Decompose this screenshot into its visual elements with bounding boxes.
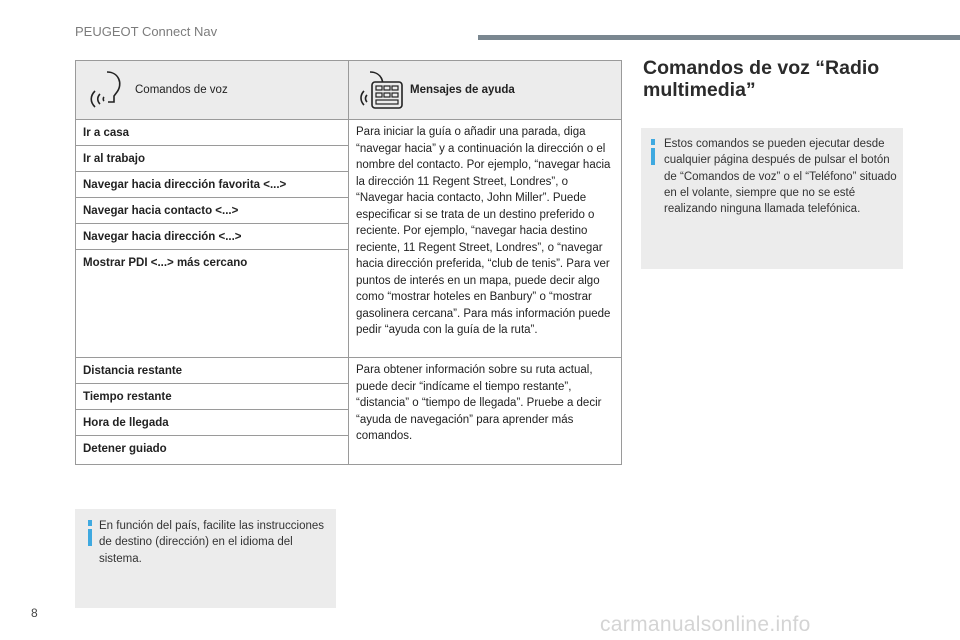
command-cell: Distancia restante (76, 358, 349, 384)
info-marker-icon (88, 520, 92, 526)
section-title: Comandos de voz “Radio multimedia” (643, 57, 880, 101)
header-title: PEUGEOT Connect Nav (75, 24, 218, 39)
note-box-left (75, 509, 336, 608)
header-commands-label: Comandos de voz (135, 84, 228, 96)
header-cell-commands (76, 61, 349, 120)
note-box-right (641, 128, 903, 269)
watermark: carmanualsonline.info (600, 613, 811, 636)
help-text-cell: Para iniciar la guía o añadir una parada, diga “navegar hacia” y a continuación la dirección o el nombre del contacto. Por ejemplo, “navegar hacia la dirección 11 Regent Street, Londres”, o “Navegar hacia contacto, John Miller”. Puede especificar si se trata de un destino preferido o reciente. Por ejemplo, “navegar hacia destino reciente, 11 Regent Street, Londres”, o “navegar hacia dirección preferida, “club de tenis”. Para ver puntos de interés en un mapa, puede decir algo como “mostrar hoteles en Banbury” o “mostrar gasolinera cercana”. Para más información puede pedir “ayuda con la guía de la ruta”. (349, 120, 622, 358)
command-cell: Ir a casa (76, 120, 349, 146)
command-cell: Navegar hacia contacto <...> (76, 198, 349, 224)
command-cell: Detener guiado (76, 436, 349, 465)
command-cell: Ir al trabajo (76, 146, 349, 172)
table-row (76, 120, 622, 146)
note-text-right: Estos comandos se pueden ejecutar desde cualquier página después de pulsar el botón de “Comandos de voz” o el “Teléfono” situado en el volante, siempre que no se esté realizando ninguna llamada telefónica. (664, 138, 897, 216)
header-cell-help (349, 61, 622, 120)
page-number: 8 (31, 606, 38, 620)
command-cell: Navegar hacia dirección <...> (76, 224, 349, 250)
help-text-cell: Para obtener información sobre su ruta actual, puede decir “indícame el tiempo restante”, “distancia” o “tiempo de llegada”. Pruebe a decir “ayuda de navegación” para aprender más comandos. (349, 358, 622, 465)
command-cell: Tiempo restante (76, 384, 349, 410)
note-text-left: En función del país, facilite las instrucciones de destino (dirección) en el idioma del sistema. (99, 520, 325, 565)
voice-commands-table (75, 60, 622, 465)
command-cell: Navegar hacia dirección favorita <...> (76, 172, 349, 198)
header-bar (478, 35, 960, 40)
command-cell: Hora de llegada (76, 410, 349, 436)
header-help-label: Mensajes de ayuda (410, 84, 515, 96)
command-cell: Mostrar PDI <...> más cercano (76, 250, 349, 358)
info-marker-icon (651, 139, 655, 145)
table-row (76, 358, 622, 384)
table-header-row (76, 61, 622, 120)
voice-command-icon (83, 68, 129, 112)
help-message-icon (356, 68, 406, 112)
